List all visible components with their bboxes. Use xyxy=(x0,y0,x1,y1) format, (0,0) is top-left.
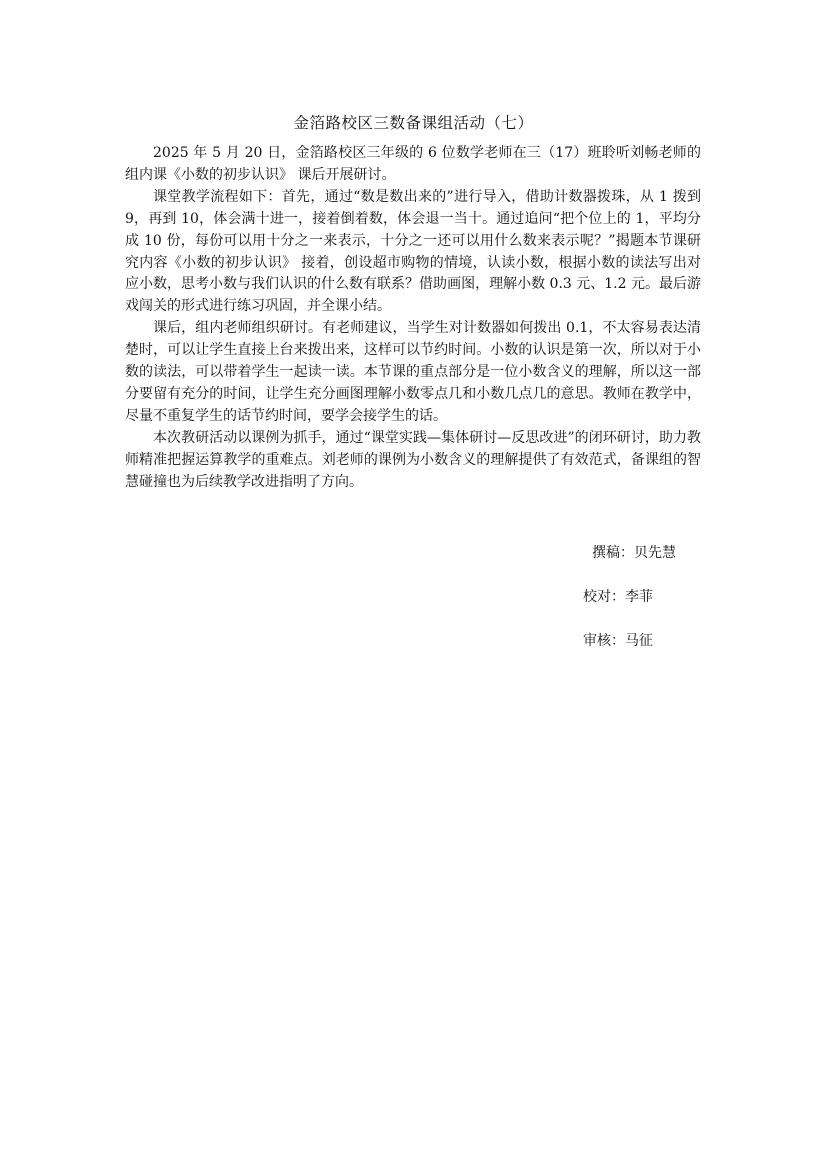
paragraph-discussion: 课后，组内老师组织研讨。有老师建议，当学生对计数器如何拨出 0.1，不太容易表达清楚时，可以让学生直接上台来拨出来，这样可以节约时间。小数的认识是第一次，所以对于小数的读法，可以带着学生一起读一读。本节课的重点部分是一位小数含义的理解，所以这一部分要留有充分的时间，让学生充分画图理解小数零点几和小数几点几的意思。教师在教学中，尽量不重复学生的话节约时间，要学会接学生的话。 xyxy=(125,320,701,424)
paragraph-summary: 本次教研活动以课例为抓手，通过“课堂实践—集体研讨—反思改进”的闭环研讨，助力教师精准把握运算教学的重难点。刘老师的课例为小数含义的理解提供了有效范式，备课组的智慧碰撞也为后续教学改进指明了方向。 xyxy=(125,429,701,490)
paragraph-intro: 2025 年 5 月 20 日，金箔路校区三年级的 6 位数学老师在三（17）班聆听刘畅老师的组内课《小数的初步认识》 课后开展研讨。 xyxy=(125,145,701,183)
signature-author: 撰稿：贝先慧 xyxy=(592,545,676,561)
document-title: 金箔路校区三数备课组活动（七） xyxy=(293,114,534,132)
paragraph-lesson-flow: 课堂教学流程如下：首先，通过“数是数出来的”进行导入，借助计数器拨珠，从 1 拨到 9，再到 10，体会满十进一，接着倒着数，体会退一当十。通过追问“把个位上的 1，平均分成 10 份，每份可以用十分之一来表示，十分之一还可以用什么数来表示呢？”揭题本节课研究内容《小数的初步认识》 接着，创设超市购物的情境，认读小数，根据小数的读法写出对应小数，思考小数与我们认识的什么数有联系？借助画图，理解小数 0.3 元、1.2 元。最后游戏闯关的形式进行练习巩固，并全课小结。 xyxy=(125,188,701,315)
signature-reviewer: 审核：马征 xyxy=(583,633,653,649)
signature-proofreader: 校对：李菲 xyxy=(583,589,653,605)
document-body xyxy=(125,143,701,494)
